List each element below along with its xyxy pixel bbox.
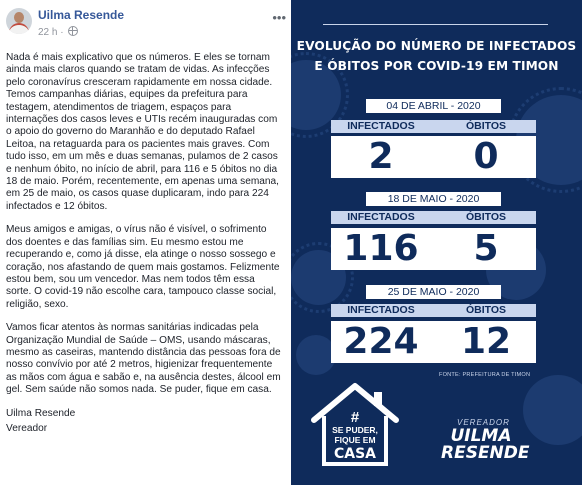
period-date: 18 DE MAIO - 2020 xyxy=(366,192,501,206)
post-timestamp[interactable]: 22 h xyxy=(38,27,58,38)
numbers-box xyxy=(331,321,536,363)
signature-role: Vereador xyxy=(6,422,48,434)
signature-logo xyxy=(441,426,530,463)
infected-count: 224 xyxy=(343,321,419,362)
deaths-count: 5 xyxy=(473,228,499,269)
covid-infographic[interactable] xyxy=(291,0,582,485)
virus-decoration xyxy=(523,375,582,445)
label-bar xyxy=(331,211,536,224)
infected-label: INFECTADOS xyxy=(347,211,415,223)
more-options-icon[interactable]: ••• xyxy=(272,10,286,25)
signature-name: Uilma Resende xyxy=(6,407,76,419)
avatar-shirt xyxy=(9,23,29,34)
globe-icon xyxy=(68,26,78,36)
post-body xyxy=(6,52,282,438)
avatar[interactable] xyxy=(6,8,32,34)
signature-logo-line-1: UILMA xyxy=(450,426,512,446)
deaths-label: ÓBITOS xyxy=(465,211,507,223)
source-note: FONTE: PREFEITURA DE TIMON xyxy=(439,372,531,378)
avatar-head xyxy=(14,12,24,23)
numbers-box xyxy=(331,228,536,270)
meta-separator: · xyxy=(60,27,64,38)
virus-decoration xyxy=(296,335,336,375)
deaths-label: ÓBITOS xyxy=(465,120,507,132)
title-top-rule xyxy=(323,24,548,25)
label-bar xyxy=(331,120,536,133)
numbers-box xyxy=(331,136,536,178)
post-header xyxy=(6,6,286,44)
title-line-2: E ÓBITOS POR COVID-19 EM TIMON xyxy=(314,59,559,73)
post-meta xyxy=(38,26,78,38)
post-paragraph: Nada é mais explicativo que os números. E eles se tornam ainda mais claros quando se tratam de vidas. As infecções pelo coronavírus cresceram rapidamente em nossa cidade. Temos campanhas diárias, equipes da prefeitura para testagem, atendimentos de triagem, espaços para internações dos casos leves e UTIs recém inauguradas com o apoio do governo do Maranhão e do deputado Rafael Leitoa, na retaguarda para os pacientes mais graves. Com tudo isso, em um mês e duas semanas, pulamos de 2 casos e nenhum óbito, no início de abril, para 116 e 5 óbitos no dia 18 de maio. Porém, recentemente, em apenas uma semana, em 25 de maio, os casos quase duplicaram, indo para 224 infectados e 12 óbitos. xyxy=(6,52,279,212)
post-paragraph: Vamos ficar atentos às normas sanitárias indicadas pela Organização Mundial de Saúde – OMS, usando máscaras, mesmo as caseiras, mantendo distância das pessoas fora de nosso convívio por até 2 metros, higienizar frequentemente as mãos com água e sabão e, na ausência destes, álcool em gel. Sem saúde não somos nada. Se puder, fique em casa. xyxy=(6,322,281,396)
facebook-post xyxy=(0,0,290,485)
period-date: 04 DE ABRIL - 2020 xyxy=(366,99,501,113)
house-line-3: CASA xyxy=(333,446,377,462)
author-name[interactable]: Uilma Resende xyxy=(38,8,125,22)
infected-label: INFECTADOS xyxy=(347,120,415,132)
signature-role-mark: VEREADOR xyxy=(457,418,510,427)
infected-count: 116 xyxy=(343,228,419,269)
house-hashtag: # xyxy=(350,409,360,426)
post-paragraph: Meus amigos e amigas, o vírus não é visível, o sofrimento dos doentes e das famílias sim. Eu mesmo estou me recuperando e, como já disse, ela atinge o nosso sossego e coração, nos afastando de quem mais gostamos. Felizmente estou bem, sou um vencedor. Mas nem todos têm essa sorte. O covid-19 não escolhe cara, tampouco classe social, religião, sexo. xyxy=(6,224,280,310)
period-date: 25 DE MAIO - 2020 xyxy=(366,285,501,299)
title-line-1: EVOLUÇÃO DO NÚMERO DE INFECTADOS xyxy=(296,39,577,53)
infected-count: 2 xyxy=(368,136,394,177)
deaths-count: 0 xyxy=(473,136,499,177)
label-bar xyxy=(331,304,536,317)
stay-home-house-icon xyxy=(306,380,404,470)
signature-logo-line-2: RESENDE xyxy=(441,443,530,463)
house-line-2: FIQUE EM xyxy=(334,435,376,445)
infected-label: INFECTADOS xyxy=(347,304,415,316)
house-line-1: SE PUDER, xyxy=(332,425,378,435)
deaths-label: ÓBITOS xyxy=(465,304,507,316)
infographic-title xyxy=(291,36,582,76)
deaths-count: 12 xyxy=(460,321,512,362)
